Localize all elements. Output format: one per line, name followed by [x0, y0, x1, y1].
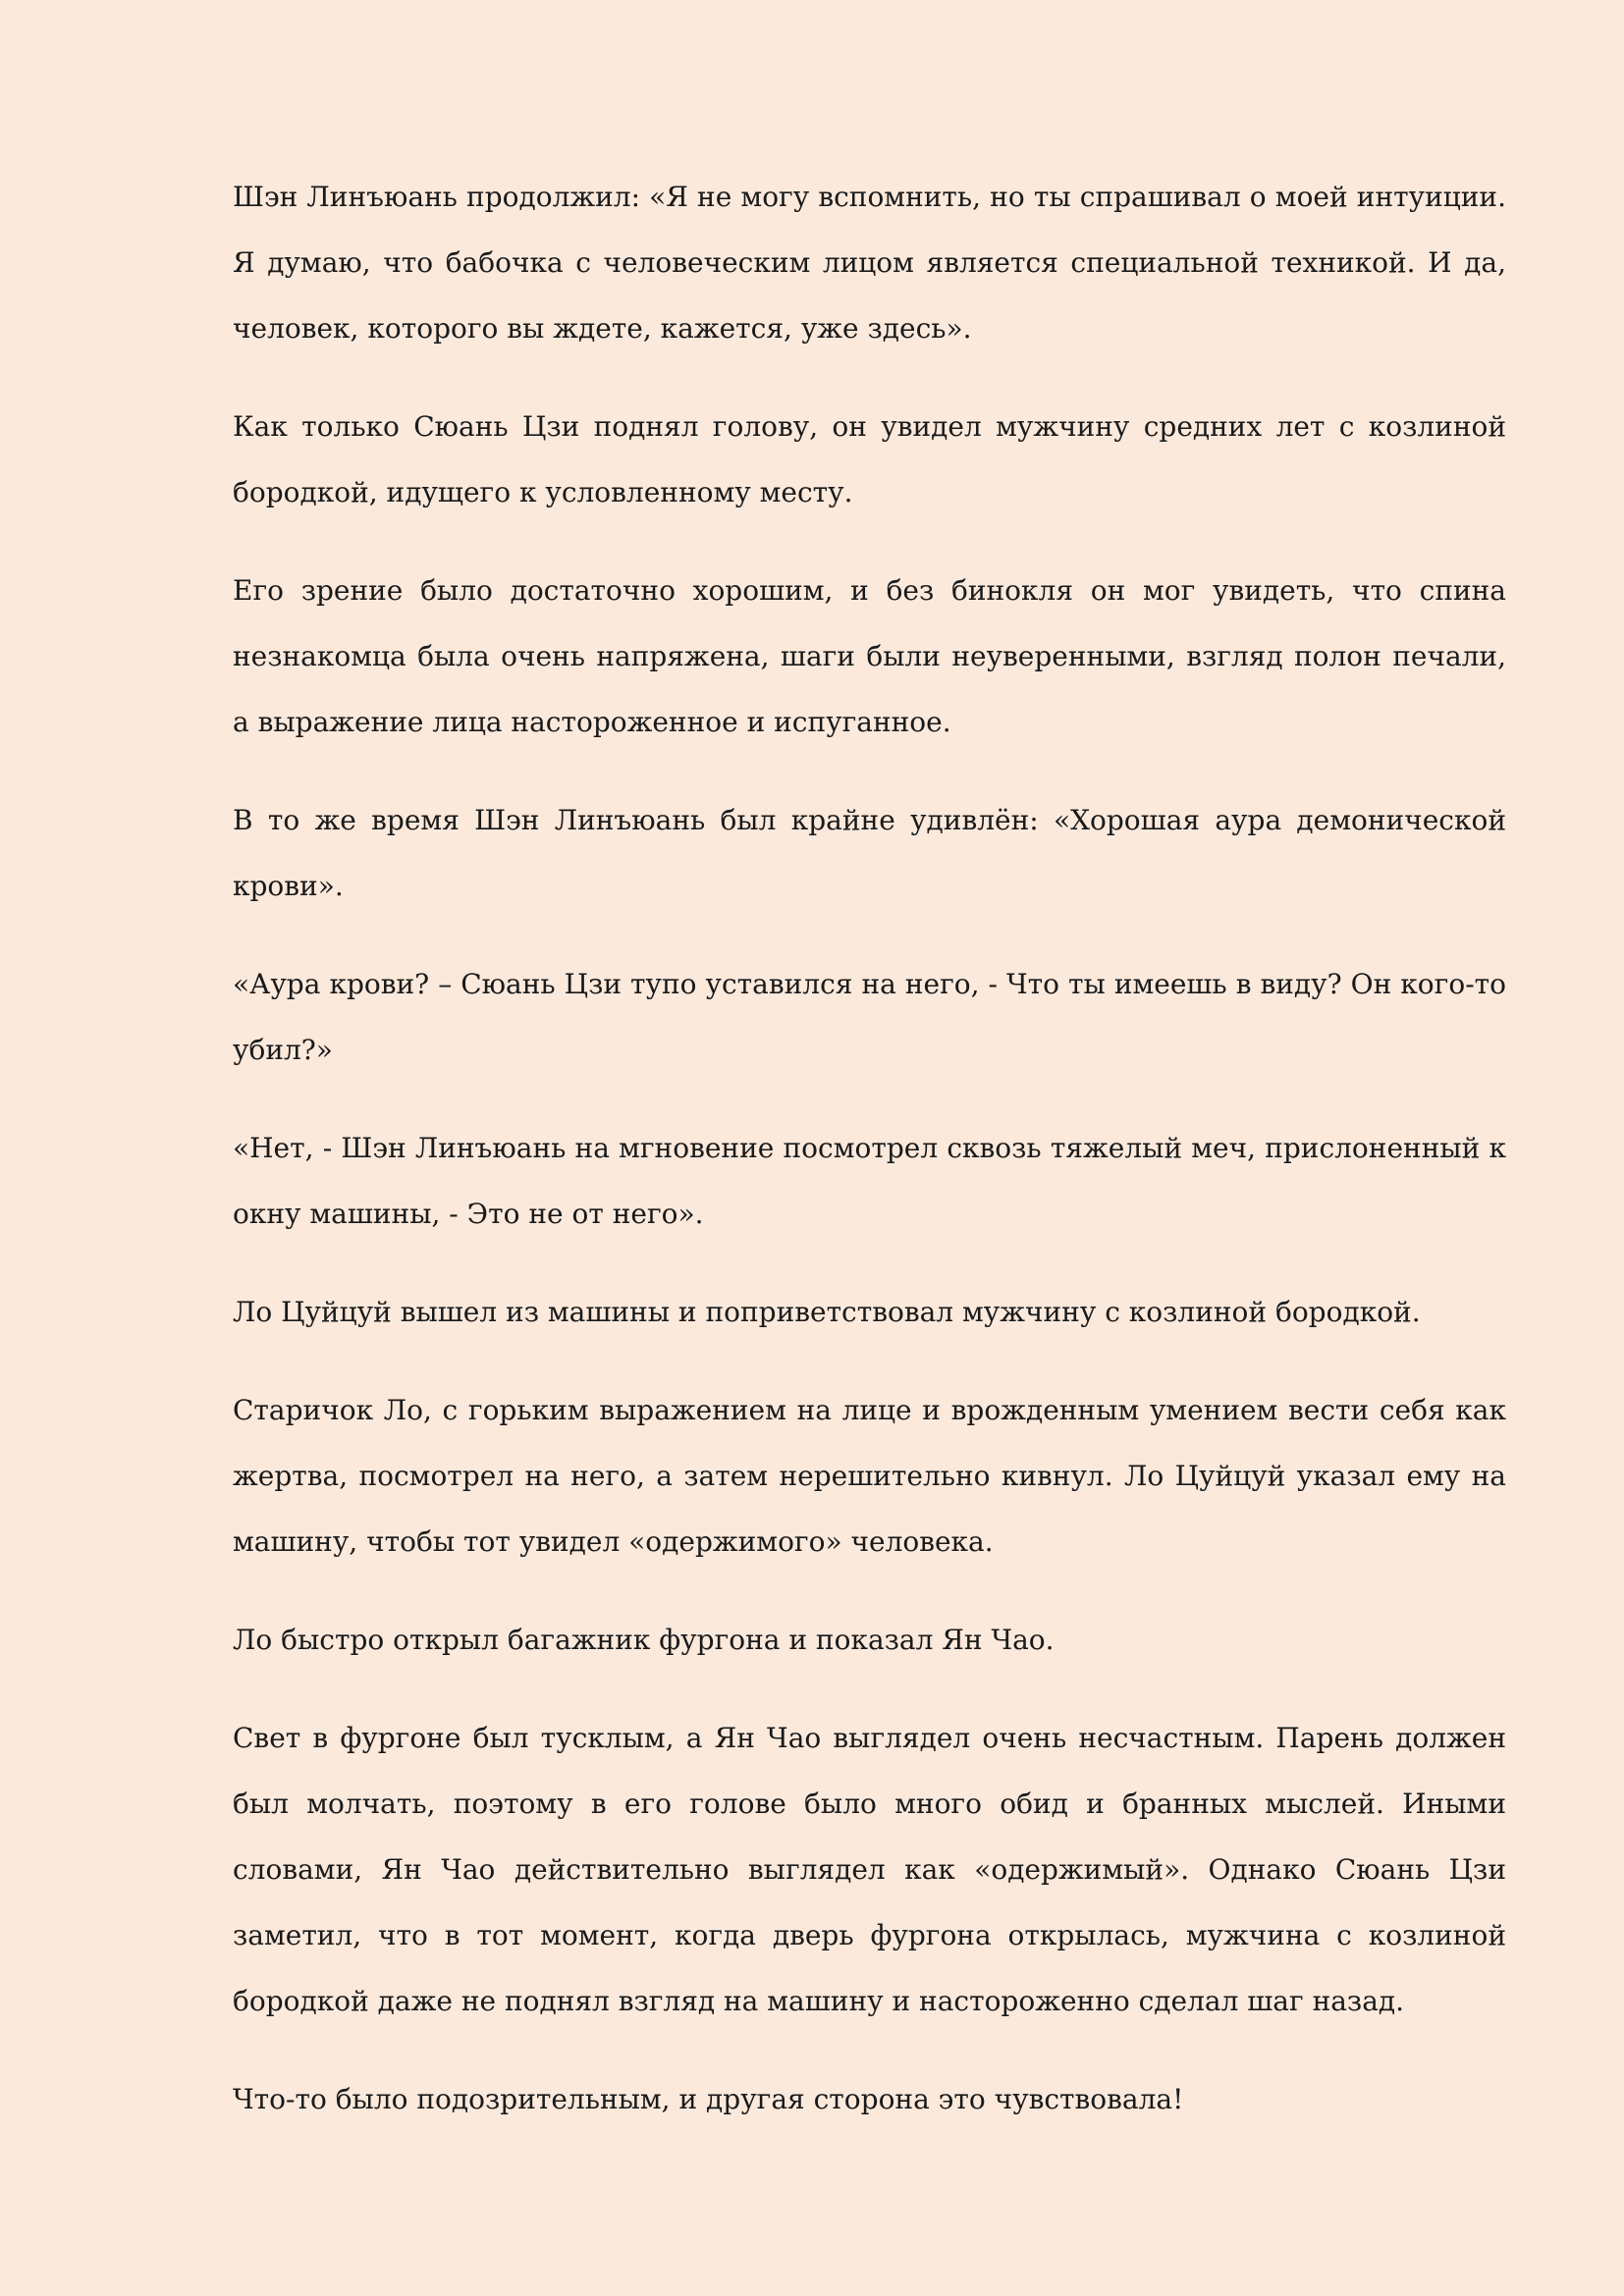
paragraph: Ло Цуйцуй вышел из машины и поприветствовал мужчину с козлиной бородкой. — [233, 1296, 1421, 1328]
paragraph: «Нет, - Шэн Линъюань на мгновение посмотрел сквозь тяжелый меч, прислоненный к окну машины, - Это не от него». — [233, 1132, 1506, 1230]
paragraph: Как только Сюань Цзи поднял голову, он увидел мужчину средних лет с козлиной бородкой, идущего к условленному месту. — [233, 410, 1506, 508]
paragraph: Что-то было подозрительным, и другая сторона это чувствовала! — [233, 2083, 1184, 2115]
paragraph: Его зрение было достаточно хорошим, и без бинокля он мог увидеть, что спина незнакомца была очень напряжена, шаги были неуверенными, взгляд полон печали, а выражение лица настороженное и испуганное. — [233, 574, 1506, 738]
paragraph: В то же время Шэн Линъюань был крайне удивлён: «Хорошая аура демонической крови». — [233, 804, 1506, 902]
document-body — [233, 164, 1506, 2164]
paragraph: Ло быстро открыл багажник фургона и показал Ян Чао. — [233, 1624, 1055, 1656]
paragraph: «Аура крови? – Сюань Цзи тупо уставился на него, - Что ты имеешь в виду? Он кого-то убил?» — [233, 968, 1506, 1066]
paragraph: Свет в фургоне был тусклым, а Ян Чао выглядел очень несчастным. Парень должен был молчать, поэтому в его голове было много обид и бранных мыслей. Иными словами, Ян Чао действительно выглядел как «одержимый». Однако Сюань Цзи заметил, что в тот момент, когда дверь фургона открылась, мужчина с козлиной бородкой даже не поднял взгляд на машину и настороженно сделал шаг назад. — [233, 1722, 1506, 2017]
paragraph: Старичок Ло, с горьким выражением на лице и врожденным умением вести себя как жертва, посмотрел на него, а затем нерешительно кивнул. Ло Цуйцуй указал ему на машину, чтобы тот увидел «одержимого» человека. — [233, 1394, 1506, 1558]
paragraph: Шэн Линъюань продолжил: «Я не могу вспомнить, но ты спрашивал о моей интуиции. Я думаю, что бабочка с человеческим лицом является специальной техникой. И да, человек, которого вы ждете, кажется, уже здесь». — [233, 181, 1506, 345]
